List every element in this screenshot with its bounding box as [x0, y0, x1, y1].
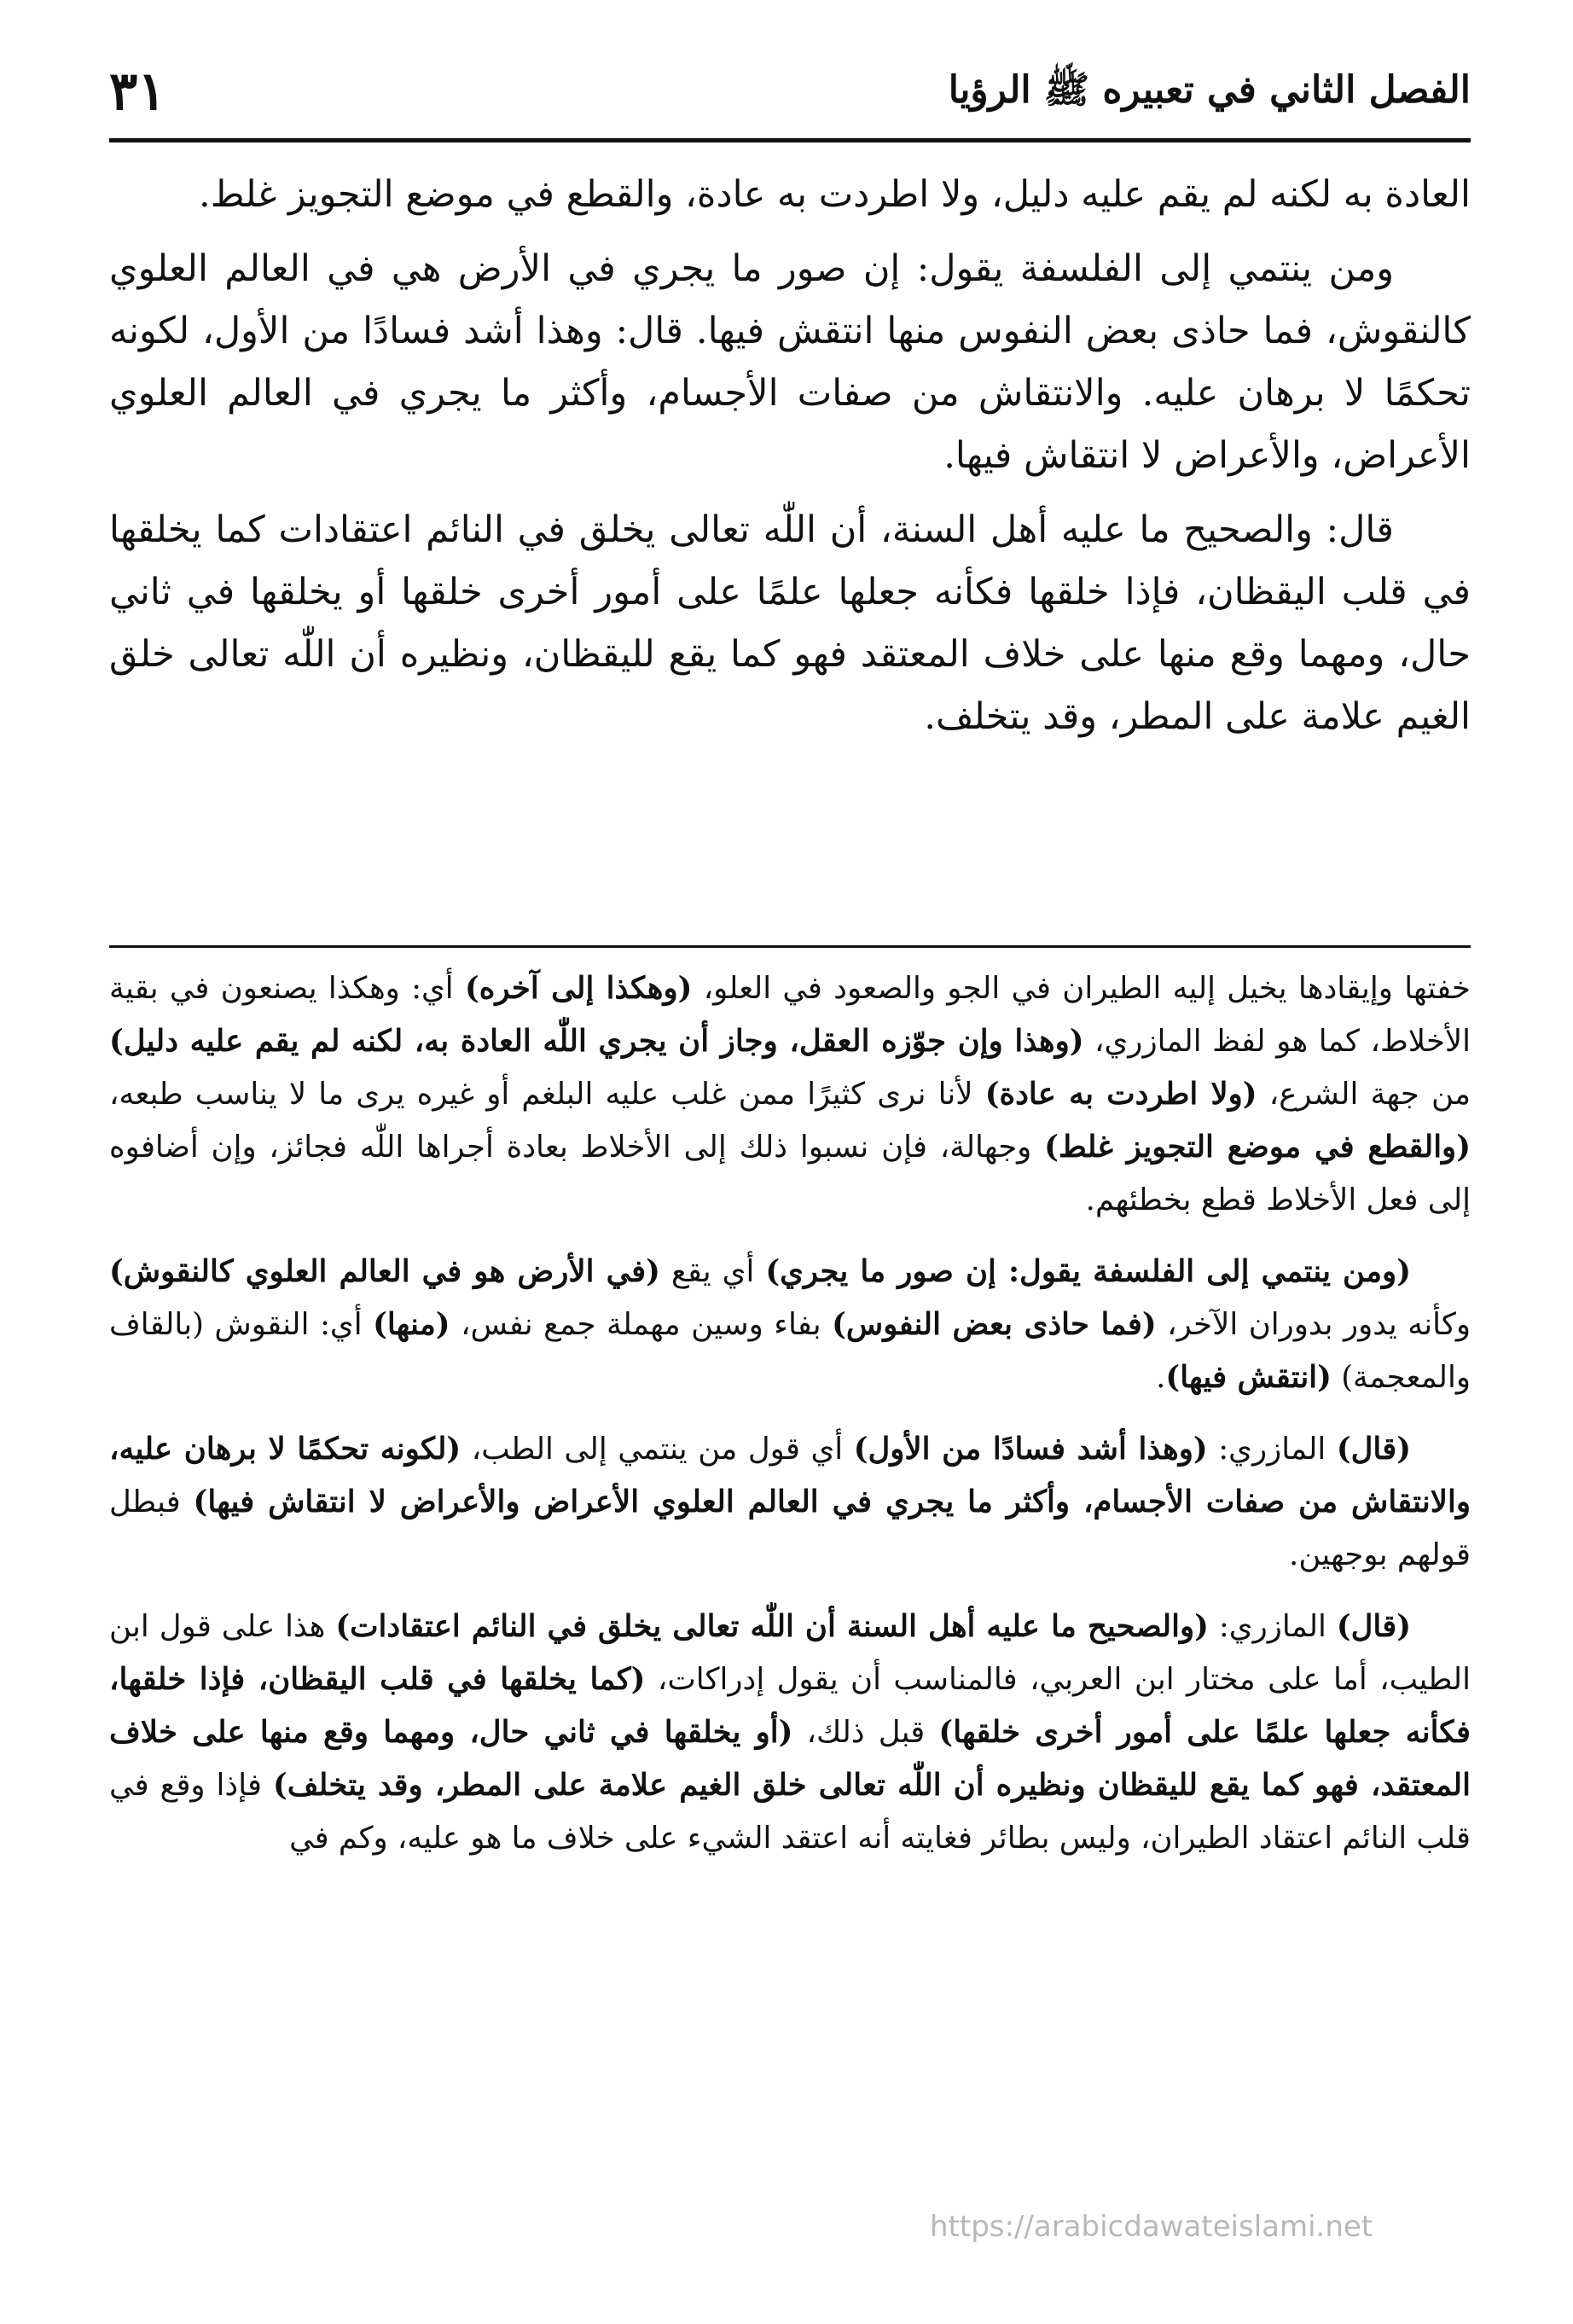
commentary-text: من جهة الشرع،	[1257, 1077, 1471, 1112]
commentary-text: المازري:	[1208, 1609, 1337, 1644]
quoted-text: (فما حاذى بعض النفوس)	[832, 1307, 1157, 1342]
commentary-text: أي قول من ينتمي إلى الطب،	[461, 1432, 854, 1467]
quoted-text: (انتقش فيها)	[1165, 1360, 1332, 1395]
main-paragraph: قال: والصحيح ما عليه أهل السنة، أن اللّٰه تعالى يخلق في النائم اعتقادات كما يخلقها في قلب اليقظان، فإذا خلقها فكأنه جعلها علمًا على أمور أخرى خلقها أو يخلقها في ثاني حال، ومهما وقع منها على خلاف المعتقد فهو كما يقع لليقظان، ونظيره أن اللّٰه تعالى خلق الغيم علامة على المطر، وقد يتخلف.	[109, 508, 1471, 738]
quoted-text: (منها)	[373, 1307, 450, 1342]
quoted-text: (قال)	[1336, 1432, 1411, 1467]
commentary	[109, 962, 1471, 1884]
commentary-text: أي يقع	[659, 1254, 766, 1289]
commentary-paragraph	[109, 962, 1471, 1227]
quoted-text: (والقطع في موضع التجويز غلط)	[1044, 1130, 1471, 1165]
commentary-text: وكأنه يدور بدوران الآخر،	[1156, 1307, 1471, 1342]
commentary-paragraph	[109, 1246, 1471, 1404]
quoted-text: (وهذا أشد فسادًا من الأول)	[853, 1432, 1208, 1467]
commentary-text: وجهالة، فإن نسبوا ذلك إلى الأخلاط بعادة أجراها اللّٰه فجائز، وإن أضافوه إلى فعل الأخلاط قطع بخطئهم.	[109, 1130, 1471, 1217]
commentary-text: فإذا وقع في قلب النائم اعتقاد الطيران، وليس بطائر فغايته أنه اعتقد الشيء على خلاف ما هو عليه، وكم في	[109, 1768, 1471, 1856]
commentary-paragraph	[109, 1423, 1471, 1582]
commentary-text: .	[1156, 1360, 1166, 1395]
quoted-text: (ومن ينتمي إلى الفلسفة يقول: إن صور ما يجري)	[765, 1254, 1411, 1289]
commentary-paragraph	[109, 1601, 1471, 1865]
quoted-text: (لكونه تحكمًا لا برهان عليه، والانتقاش من صفات الأجسام، وأكثر ما يجري في العالم العلوي الأعراض والأعراض لا انتقاش فيها)	[109, 1432, 1471, 1519]
quoted-text: (كما يخلقها في قلب اليقظان، فإذا خلقها، فكأنه جعلها علمًا على أمور أخرى خلقها)	[109, 1662, 1471, 1750]
quoted-text: (ولا اطردت به عادة)	[984, 1077, 1257, 1112]
quoted-text: (في الأرض هو في العالم العلوي كالنقوش)	[109, 1254, 660, 1289]
quoted-text: (وهكذا إلى آخره)	[464, 971, 693, 1006]
page-number: ٣١	[109, 60, 166, 122]
main-paragraph: ومن ينتمي إلى الفلسفة يقول: إن صور ما يجري في الأرض هي في العالم العلوي كالنقوش، فما حاذى بعض النفوس منها انتقش فيها. قال: وهذا أشد فسادًا من الأول، لكونه تحكمًا لا برهان عليه. والانتقاش من صفات الأجسام، وأكثر ما يجري في العالم العلوي الأعراض، والأعراض لا انتقاش فيها.	[109, 247, 1471, 477]
commentary-text: فبطل قولهم بوجهين.	[109, 1484, 1471, 1572]
commentary-text: قبل ذلك،	[792, 1715, 939, 1750]
header-rule	[109, 138, 1471, 142]
quoted-text: (أو يخلقها في ثاني حال، ومهما وقع منها على خلاف المعتقد، فهو كما يقع لليقظان ونظيره أن اللّٰه تعالى خلق الغيم علامة على المطر، وقد يتخلف)	[109, 1715, 1471, 1803]
commentary-text: لأنا نرى كثيرًا ممن غلب عليه البلغم أو غيره يرى ما لا يناسب طبعه،	[109, 1077, 985, 1112]
main-text	[109, 164, 1471, 760]
commentary-text: أي: وهكذا يصنعون في بقية الأخلاط، كما هو لفظ المازري،	[109, 971, 1471, 1059]
quoted-text: (وهذا وإن جوّزه العقل، وجاز أن يجري اللّٰه العادة به، لكنه لم يقم عليه دليل)	[109, 1024, 1084, 1059]
commentary-divider	[109, 945, 1471, 948]
quoted-text: (قال)	[1336, 1609, 1412, 1644]
commentary-text: أي: النقوش (بالقاف والمعجمة)	[109, 1307, 1471, 1395]
main-paragraph: العادة به لكنه لم يقم عليه دليل، ولا اطردت به عادة، والقطع في موضع التجويز غلط.	[199, 173, 1471, 216]
quoted-text: (والصحيح ما عليه أهل السنة أن اللّٰه تعالى يخلق في النائم اعتقادات)	[335, 1609, 1209, 1644]
commentary-text: هذا على قول ابن الطيب، أما على مختار ابن العربي، فالمناسب أن يقول إدراكات،	[109, 1609, 1471, 1697]
page-title: الفصل الثاني في تعبيره ﷺ الرؤيا	[948, 68, 1471, 112]
commentary-text: خفتها وإيقادها يخيل إليه الطيران في الجو والصعود في العلو،	[692, 971, 1471, 1006]
commentary-text: المازري:	[1207, 1432, 1337, 1467]
watermark-url: https://arabicdawateislami.net	[930, 2210, 1373, 2244]
page-header	[109, 60, 1471, 135]
commentary-text: بفاء وسين مهملة جمع نفس،	[450, 1307, 833, 1342]
